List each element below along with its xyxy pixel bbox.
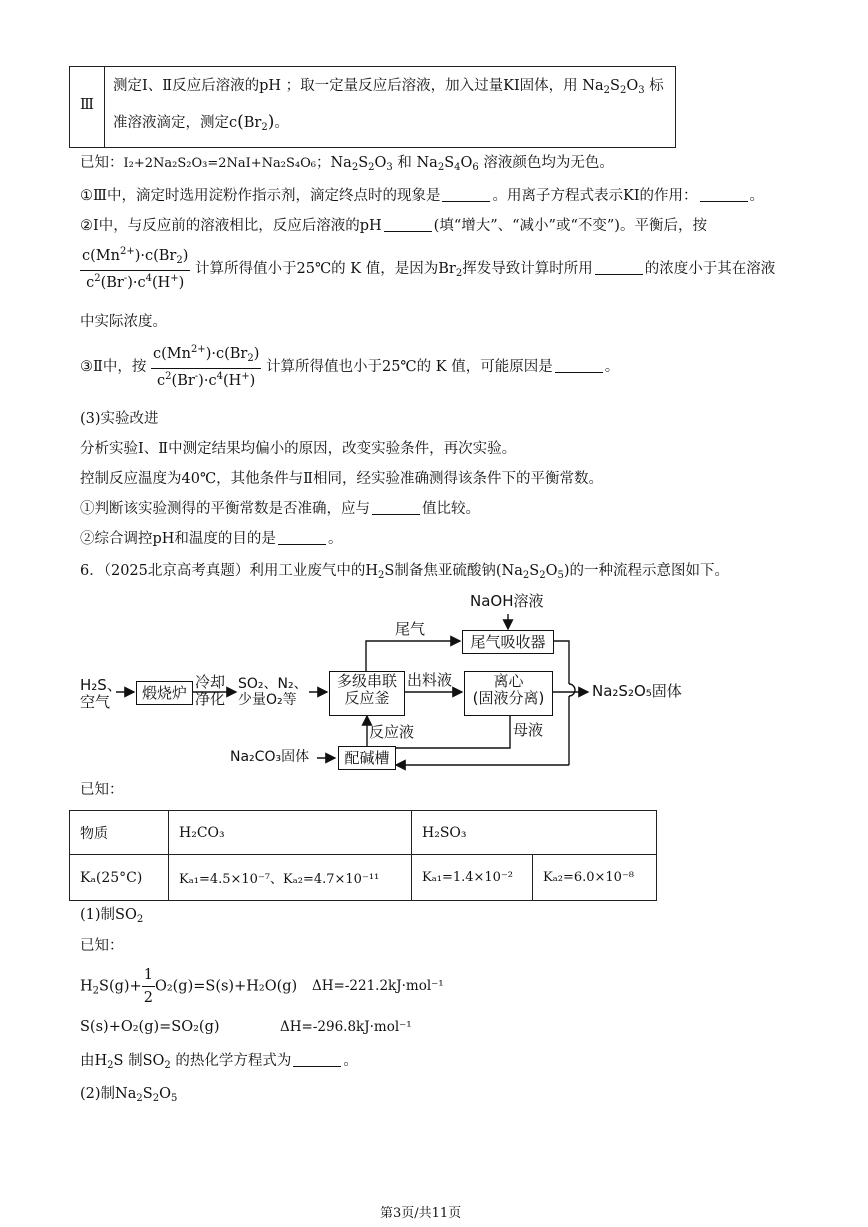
thermo-dh-1: ΔH=-221.2kJ·mol⁻¹ [312,978,444,994]
known-and: 和 [397,155,412,171]
mother-liquor-label: 母液 [513,721,544,739]
known-label-2: 已知： [80,782,124,798]
eq1-products: O₂(g)=S(s)+H₂O(g) [154,978,298,995]
ka-table-cell: Kₐ₁=4.5×10⁻⁷、Kₐ₂=4.7×10⁻¹¹ [169,855,412,901]
alkali-tank-box: 配碱槽 [338,746,396,770]
feed-air: 空气 [80,693,111,712]
ka-table-cell: Kₐ₂=6.0×10⁻⁸ [533,855,657,901]
q3-text-b: 计算所得值也小于25℃的 K 值，可能原因是 [265,358,553,375]
top-table-roman: Ⅲ [80,97,94,113]
q2b-text-c: 的浓度小于其在溶液 [644,260,776,277]
question-6-stem: 6．（2025北京高考真题）利用工业废气中的$H_2S$制备焦亚硫酸钠$(Na_2S_2O_5)$的一种流程示意图如下。 [80,563,729,581]
control-text: 控制反应温度为40℃，其他条件与Ⅱ相同，经实验准确测得该条件下的平衡常数。 [80,471,604,487]
naoh-solution-label: NaOH溶液 [470,592,544,610]
section-3-heading: (3)实验改进 [80,411,159,427]
section-1-heading: (1)制$SO_2$ [80,907,144,925]
top-table-text-2b: 。 [274,115,289,131]
feed-h2s: H₂S、 [80,676,122,694]
ka-table-cell: H₂SO₃ [412,811,657,855]
sec2-text: (2)制 [80,1086,116,1102]
k-expression-fraction-2: $\frac{c(Mn^{2+})\cdot c(Br_2)}{c^2(Br^-)\cdot c^4(H^+)}$ [152,344,260,389]
thermo-dh-2: ΔH=-296.8kJ·mol⁻¹ [280,1019,412,1035]
thermo-text-c: 的热化学方程式为 [175,1053,292,1069]
q6-text-a: 6．（2025北京高考真题）利用工业废气中的 [80,563,366,579]
purpose-text-a: ②综合调控pH和温度的目的是 [80,531,276,547]
purify-text: 净化 [195,690,226,709]
gas-line-1: SO₂、N₂、 [238,676,308,692]
q3-text-c: 。 [604,358,620,375]
thermo-text-b: 制 [128,1053,143,1069]
thermo-text-d: 。 [343,1053,358,1069]
cooling-text: 冷却 [195,673,226,691]
k-expression-fraction: $\frac{c(Mn^{2+})\cdot c(Br_2)}{c^2(Br^-)\cdot c^4(H^+)}$ [82,246,189,291]
q1-text-c: 。 [749,188,765,204]
ka-table-cell: Kₐ(25°C) [70,855,169,901]
tail-gas-absorber-box: 尾气吸收器 [462,630,554,654]
section-2-heading: (2)制$Na_2S_2O_5$ [80,1086,178,1104]
outlet-liquid-label: 出料液 [407,671,453,689]
tail-gas-label: 尾气 [395,620,426,638]
ka-table-cell: Kₐ₁=1.4×10⁻² [412,855,533,901]
answer-blank [293,1065,341,1067]
br2-conc: ( [237,112,244,132]
centrifuge-box [464,671,553,716]
q3-text-a: ③Ⅱ中，按 [80,358,147,375]
q1-text-b: 。用离子方程式表示KI的作用： [492,188,698,204]
judge-text-a: ①判断该实验测得的平衡常数是否准确，应与 [80,501,370,517]
analysis-text: 分析实验Ⅰ、Ⅱ中测定结果均偏小的原因，改变实验条件，再次实验。 [80,441,517,457]
q2-text-a: ②Ⅰ中，与反应前的溶液相比，反应后溶液的pH [80,218,382,234]
q1-text-a: ①Ⅲ中，滴定时选用淀粉作指示剂，滴定终点时的现象是 [80,188,441,204]
reactor-box [329,671,405,716]
page-footer: 第3页/共11页 [380,1206,462,1221]
centrifuge-line-2: (固液分离) [472,689,545,708]
gas-line-2: 少量O₂等 [238,692,297,709]
known-suffix: 溶液颜色均为无色。 [483,155,614,171]
thermo-text-a: 由 [80,1053,95,1069]
na2co3-solid-label: Na₂CO₃固体 [230,749,310,765]
ka-table [69,810,657,901]
top-table-text-1b: 标 [649,78,664,94]
cooling-label [195,674,225,709]
ka-table-cell: 物质 [70,811,169,855]
top-table-line2: 准溶液滴定，测定$c(Br_2)$。 [113,112,289,133]
reactor-line-2: 反应釜 [344,689,390,708]
known-label-3: 已知： [80,938,124,954]
feed-label [80,677,122,712]
sec1-text: (1)制 [80,907,116,923]
q6-text-c: )的一种流程示意图如下。 [563,563,729,579]
top-table-text-1a: 测定Ⅰ、Ⅱ反应后溶液的pH ；取一定量反应后溶液，加入过量KI固体，用 [113,78,578,94]
reactor-line-1: 多级串联 [336,672,397,690]
q2b-text-b: 挥发导致计算时所用 [462,260,593,277]
question-2-formula-line: $\frac{c(Mn^{2+})\cdot c(Br_2)}{c^2(Br^-)\cdot c^4(H^+)}$ 计算所得值小于25℃的 K 值，是因为$Br_2$挥发导致计算时所用 的浓度小于其在溶液 [82,246,776,291]
judge-text-b: 值比较。 [422,501,480,517]
half-fraction: $\frac{1}{2}$ [143,967,153,1007]
centrifuge-line-1: 离心 [493,672,524,690]
q2-text-b: (填“增大”、“减小”或“不变”)。平衡后，按 [433,218,707,234]
top-table-text-2a: 准溶液滴定，测定c [113,115,238,131]
purpose-text-b: 。 [327,531,343,547]
q6-text-b: 制备焦亚硫酸钠( [394,563,502,579]
na2s2o3-formula: $Na_2S_2O_3$ [582,78,645,96]
known-line-1: 已知：I₂+2Na₂S₂O₃=2NaI+Na₂S₄O₆；$Na_2S_2O_3$ 和 $Na_2S_4O_6$ 溶液颜色均为无色。 [80,155,614,173]
known-prefix: 已知： [80,155,124,171]
thermo-equation-1: $H_2S(g)+$ $\frac{1}{2}$ O₂(g)=S(s)+H₂O(g) [80,967,298,1007]
known-sep: ； [315,155,331,171]
ka-table-cell: H₂CO₃ [169,811,412,855]
thermo-question: 由$H_2S$ 制$SO_2$ 的热化学方程式为 。 [80,1053,358,1071]
gas-mixture-label [238,676,308,708]
question-2-tail: 中实际浓度。 [80,314,167,330]
furnace-box: 煅烧炉 [136,681,193,705]
iodine-equation: I₂+2Na₂S₂O₃=2NaI+Na₂S₄O₆ [123,156,316,171]
q2b-text-a: 计算所得值小于25℃的 K 值，是因为 [195,260,439,277]
product-label: Na₂S₂O₅固体 [592,682,682,700]
reaction-liquid-label: 反应液 [369,723,415,741]
thermo-equation-2: S(s)+O₂(g)=SO₂(g) [80,1019,220,1035]
